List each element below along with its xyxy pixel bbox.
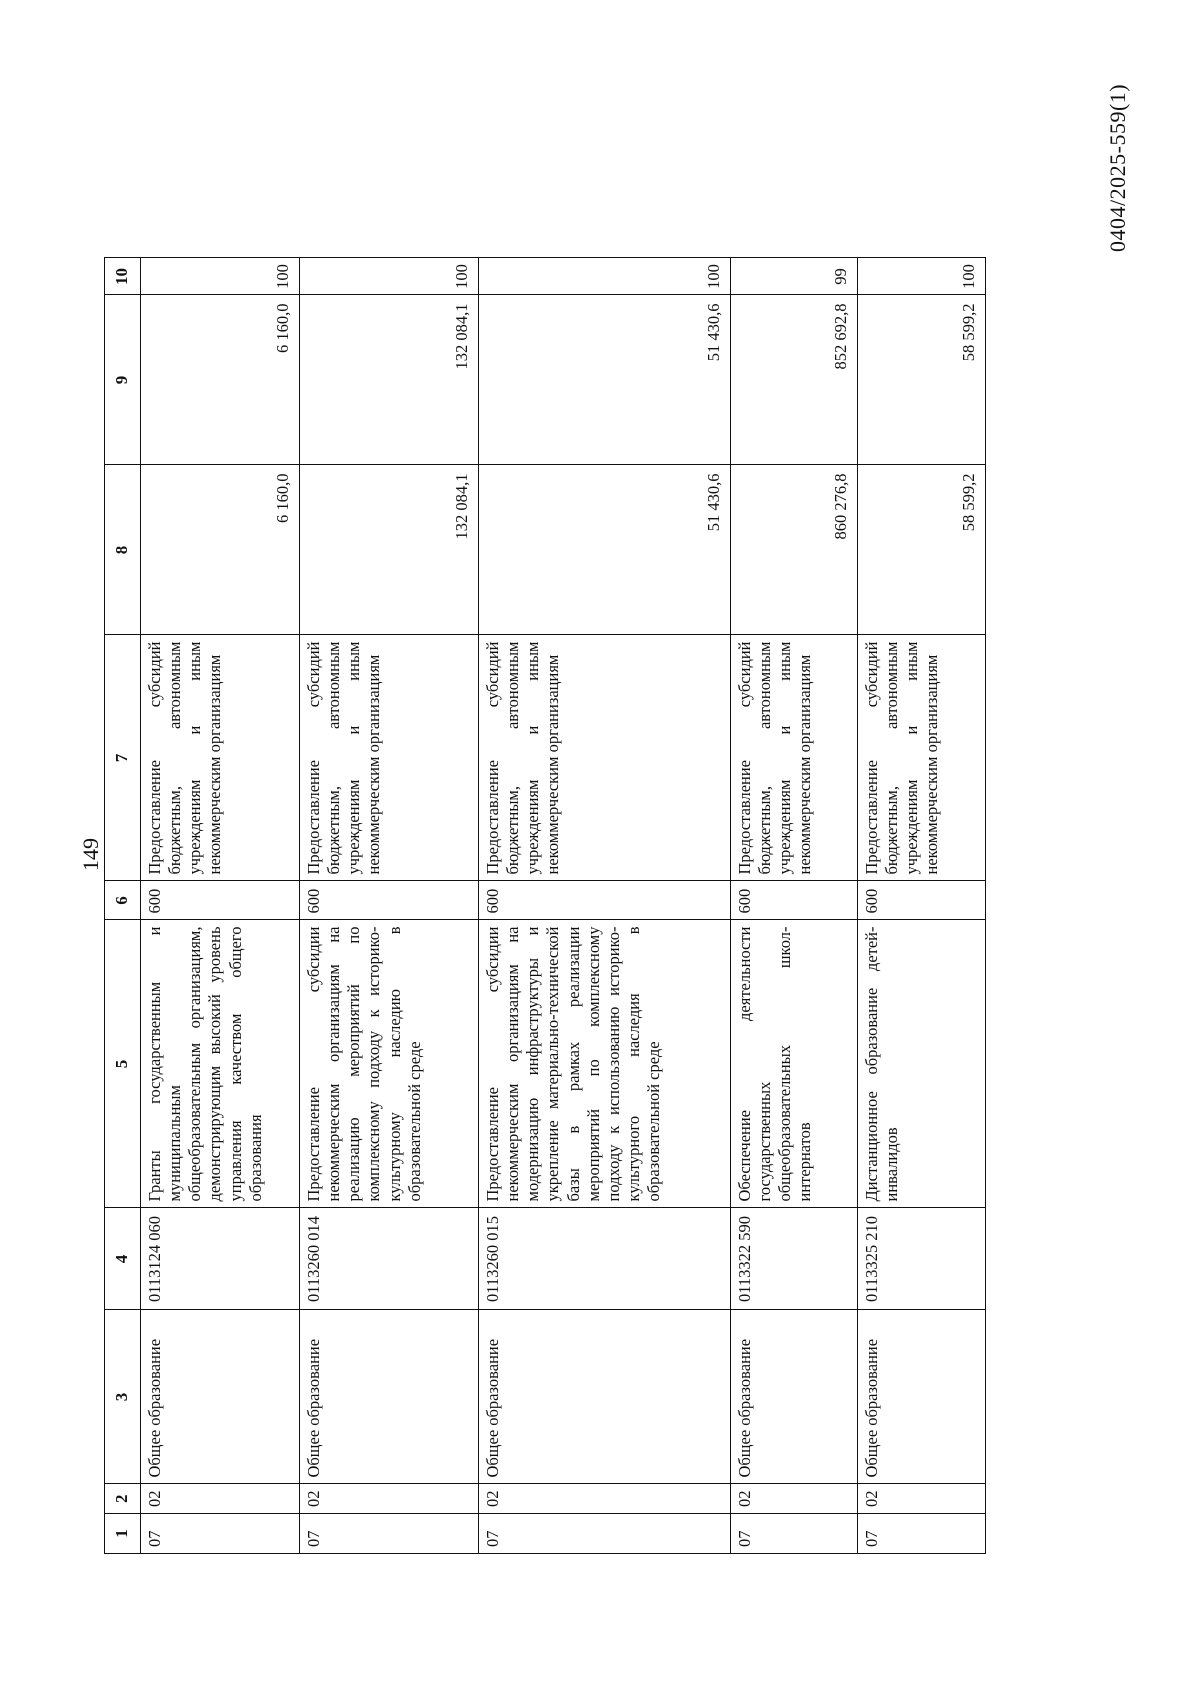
expense-type-name: Предоставление субсидий бюджетным, автономным учреждениям и иным некоммерческим организациям (479, 635, 731, 881)
execution-percent (141, 258, 300, 295)
execution-percent-value: 100 (272, 264, 292, 289)
table-row (300, 258, 479, 1554)
planned-amount-value: 58 599,2 (958, 473, 978, 532)
document-code: 0404/2025-559(1) (1105, 83, 1130, 252)
subsection-name: Общее образование (858, 1310, 986, 1484)
actual-amount-value: 6 160,0 (272, 303, 292, 353)
expense-type-name: Предоставление субсидий бюджетным, автономным учреждениям и иным некоммерческим организациям (141, 635, 300, 881)
expense-type-code: 600 (479, 881, 731, 920)
column-header: 1 (105, 1514, 141, 1554)
planned-amount (479, 465, 731, 635)
execution-percent (300, 258, 479, 295)
execution-percent (858, 258, 986, 295)
planned-amount (858, 465, 986, 635)
planned-amount-value: 860 276,8 (830, 473, 850, 540)
actual-amount-value: 51 430,6 (703, 303, 723, 362)
subsection-name: Общее образование (141, 1310, 300, 1484)
actual-amount (300, 295, 479, 465)
target-article-name: Обеспечение деятельности государственных общеобразовательных школ-интернатов (731, 920, 858, 1208)
expense-type-name: Предоставление субсидий бюджетным, автономным учреждениям и иным некоммерческим организациям (731, 635, 858, 881)
column-header: 6 (105, 881, 141, 920)
column-header: 5 (105, 920, 141, 1208)
subsection-code: 02 (141, 1484, 300, 1514)
actual-amount (858, 295, 986, 465)
target-article-code: 0113325 210 (858, 1208, 986, 1310)
expense-type-code: 600 (300, 881, 479, 920)
subsection-code: 02 (479, 1484, 731, 1514)
column-header: 4 (105, 1208, 141, 1310)
subsection-code: 02 (300, 1484, 479, 1514)
planned-amount (141, 465, 300, 635)
table-row (479, 258, 731, 1554)
planned-amount-value: 51 430,6 (703, 473, 723, 532)
column-header: 7 (105, 635, 141, 881)
header-row (105, 258, 141, 1554)
table-row (141, 258, 300, 1554)
planned-amount (300, 465, 479, 635)
page-number: 149 (78, 838, 103, 871)
execution-percent-value: 100 (451, 264, 471, 289)
target-article-code: 0113260 015 (479, 1208, 731, 1310)
expense-type-code: 600 (858, 881, 986, 920)
actual-amount (141, 295, 300, 465)
column-header: 3 (105, 1310, 141, 1484)
planned-amount-value: 6 160,0 (272, 473, 292, 523)
section-code: 07 (731, 1514, 858, 1554)
column-header: 2 (105, 1484, 141, 1514)
column-header: 9 (105, 295, 141, 465)
execution-percent-value: 100 (958, 264, 978, 289)
budget-table (104, 258, 986, 1555)
execution-percent (731, 258, 858, 295)
actual-amount (731, 295, 858, 465)
execution-percent-value: 100 (703, 264, 723, 289)
actual-amount-value: 58 599,2 (958, 303, 978, 362)
target-article-name: Предоставление субсидии некоммерческим организациям на реализацию мероприятий по комплексному подходу к историко-культурному наследию в образовательной среде (300, 920, 479, 1208)
subsection-name: Общее образование (300, 1310, 479, 1484)
subsection-code: 02 (731, 1484, 858, 1514)
execution-percent-value: 99 (830, 268, 850, 285)
actual-amount-value: 852 692,8 (830, 303, 850, 370)
target-article-code: 0113124 060 (141, 1208, 300, 1310)
planned-amount (731, 465, 858, 635)
section-code: 07 (479, 1514, 731, 1554)
actual-amount-value: 132 084,1 (451, 303, 471, 370)
expense-type-name: Предоставление субсидий бюджетным, автономным учреждениям и иным некоммерческим организациям (300, 635, 479, 881)
subsection-code: 02 (858, 1484, 986, 1514)
section-code: 07 (858, 1514, 986, 1554)
table-row (858, 258, 986, 1554)
subsection-name: Общее образование (479, 1310, 731, 1484)
expense-type-name: Предоставление субсидий бюджетным, автономным учреждениям и иным некоммерческим организациям (858, 635, 986, 881)
table-row (731, 258, 858, 1554)
target-article-name: Гранты государственным и муниципальным общеобразовательным организациям, демонстрирующим высокий уровень управления качеством общего образования (141, 920, 300, 1208)
actual-amount (479, 295, 731, 465)
section-code: 07 (300, 1514, 479, 1554)
target-article-name: Дистанционное образование детей-инвалидов (858, 920, 986, 1208)
subsection-name: Общее образование (731, 1310, 858, 1484)
execution-percent (479, 258, 731, 295)
column-header: 10 (105, 258, 141, 295)
column-header: 8 (105, 465, 141, 635)
section-code: 07 (141, 1514, 300, 1554)
target-article-code: 0113260 014 (300, 1208, 479, 1310)
planned-amount-value: 132 084,1 (451, 473, 471, 540)
target-article-name: Предоставление субсидии некоммерческим организациям на модернизацию инфраструктуры и укрепление материально-технической базы в рамках реализации мероприятий по комплексному подходу к использованию историко-культурного наследия в образовательной среде (479, 920, 731, 1208)
expense-type-code: 600 (141, 881, 300, 920)
expense-type-code: 600 (731, 881, 858, 920)
target-article-code: 0113322 590 (731, 1208, 858, 1310)
